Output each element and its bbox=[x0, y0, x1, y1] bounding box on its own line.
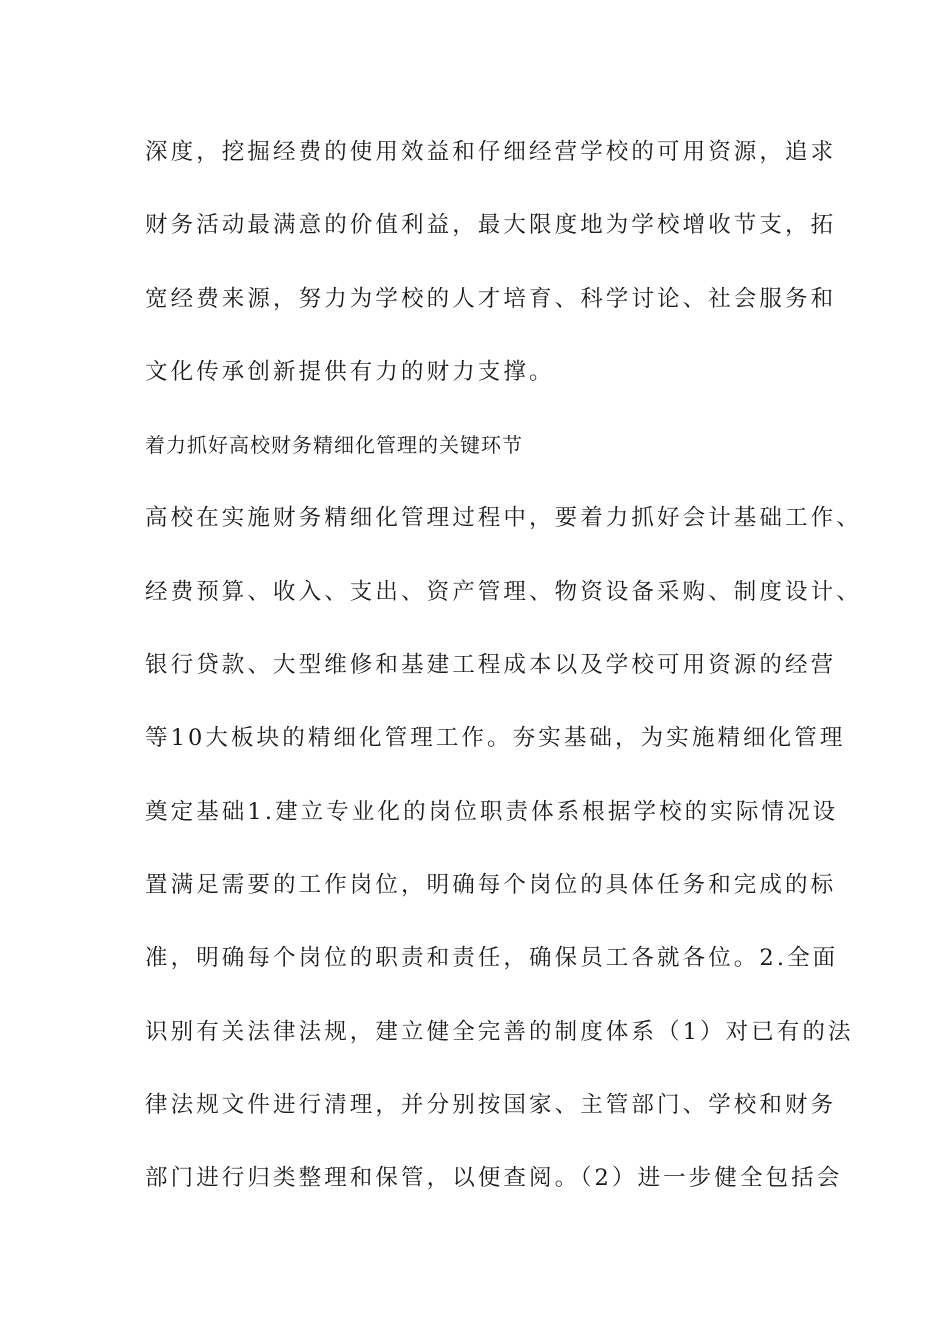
paragraph-body bbox=[145, 494, 862, 1227]
text-line: 财务活动最满意的价值利益，最大限度地为学校增收节支，拓 bbox=[145, 212, 837, 239]
text-line: 准，明确每个岗位的职责和责任，确保员工各就各位。2.全面 bbox=[145, 945, 839, 972]
text-line: 置满足需要的工作岗位，明确每个岗位的具体任务和完成的标 bbox=[145, 871, 837, 898]
text-line: 高校在实施财务精细化管理过程中，要着力抓好会计基础工作、 bbox=[145, 505, 862, 532]
text-line: 深度，挖掘经费的使用效益和仔细经营学校的可用资源，追求 bbox=[145, 139, 837, 165]
text-line: 宽经费来源，努力为学校的人才培育、科学讨论、社会服务和 bbox=[145, 285, 837, 312]
text-line: 银行贷款、大型维修和基建工程成本以及学校可用资源的经营 bbox=[145, 652, 837, 679]
text-line: 文化传承创新提供有力的财力支撑。 bbox=[145, 358, 555, 385]
section-heading: 着力抓好高校财务精细化管理的关键环节 bbox=[145, 433, 523, 458]
text-line: 识别有关法律法规，建立健全完善的制度体系（1）对已有的法 bbox=[145, 1018, 854, 1045]
text-line: 经费预算、收入、支出、资产管理、物资设备采购、制度设计、 bbox=[145, 578, 862, 605]
document-body bbox=[145, 128, 862, 1227]
paragraph-intro bbox=[145, 128, 837, 421]
text-line: 部门进行归类整理和保管，以便查阅。（2）进一步健全包括会 bbox=[145, 1165, 843, 1192]
text-line: 律法规文件进行清理，并分别按国家、主管部门、学校和财务 bbox=[145, 1091, 837, 1118]
text-line: 奠定基础1.建立专业化的岗位职责体系根据学校的实际情况设 bbox=[145, 798, 839, 825]
text-line: 等10大板块的精细化管理工作。夯实基础，为实施精细化管理 bbox=[145, 725, 846, 752]
